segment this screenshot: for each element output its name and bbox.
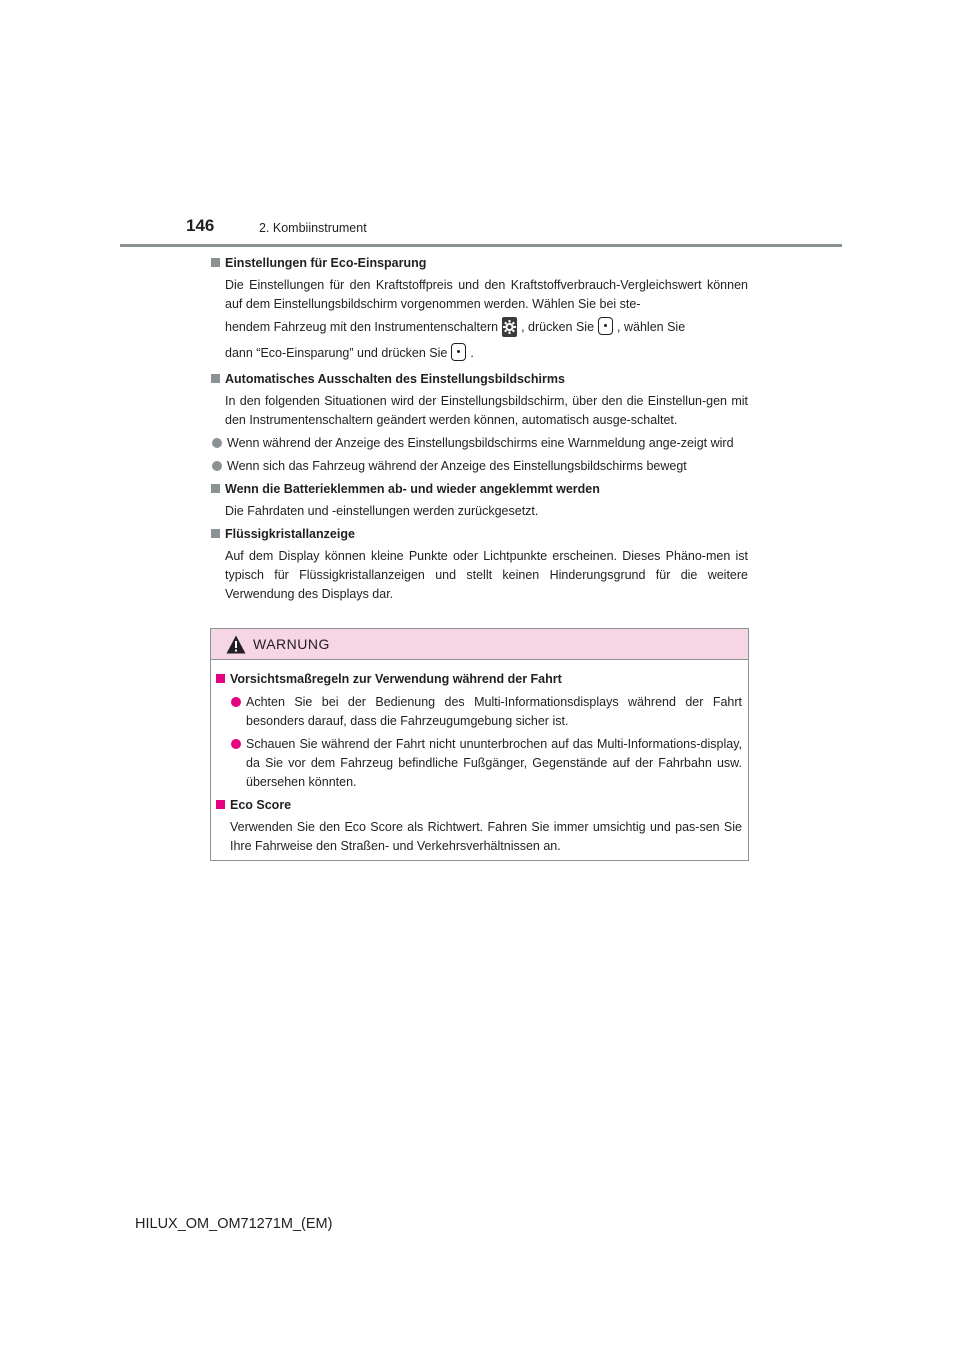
gear-icon [502, 317, 517, 337]
square-bullet-icon [211, 374, 220, 383]
section-paragraph-eco [211, 276, 748, 366]
warning-title: WARNUNG [253, 636, 330, 652]
square-bullet-icon [211, 484, 220, 493]
warning-heading-driving [216, 670, 742, 689]
paragraph-text: , drücken Sie [521, 320, 595, 334]
paragraph-text: . [470, 346, 474, 360]
paragraph-text: Die Einstellungen für den Kraftstoffpreis und den Kraftstoffverbrauch-Vergleichswert können auf dem Einstellungsbildschirm vorgenommen werden. Wählen Sie bei ste- [225, 278, 748, 311]
list-item [211, 434, 748, 453]
warning-list-item [216, 735, 742, 792]
main-content [211, 254, 748, 607]
list-item [211, 457, 748, 476]
paragraph-text: , wählen Sie [617, 320, 686, 334]
enter-button-icon [598, 317, 613, 335]
section-heading-text: Flüssigkristallanzeige [225, 527, 355, 541]
section-heading-text: Wenn die Batterieklemmen ab- und wieder angeklemmt werden [225, 482, 600, 496]
footer-document-code: HILUX_OM_OM71271M_(EM) [135, 1216, 333, 1232]
section-heading-lcd [211, 525, 748, 544]
list-item-text: Wenn während der Anzeige des Einstellungsbildschirms eine Warnmeldung ange-zeigt wird [227, 436, 734, 450]
section-paragraph-auto-off: In den folgenden Situationen wird der Einstellungsbildschirm, über den die Einstellun-gen mit den Instrumentenschaltern geändert werden können, automatisch ausge-schaltet. [225, 394, 748, 427]
section-paragraph-lcd: Auf dem Display können kleine Punkte oder Lichtpunkte erscheinen. Dieses Phäno-men ist typisch für Flüssigkristallanzeigen und stellt keinen Hinderungsgrund für die weitere Verwendung des Displays dar. [225, 549, 748, 601]
section-heading-battery [211, 480, 748, 499]
section-heading-text: Automatisches Ausschalten des Einstellungsbildschirms [225, 372, 565, 386]
page-number: 146 [186, 216, 215, 235]
paragraph-line-instruction [225, 314, 748, 340]
square-bullet-icon [216, 800, 225, 809]
enter-button-icon [451, 343, 466, 361]
square-bullet-icon [216, 674, 225, 683]
chapter-title: 2. Kombiinstrument [259, 221, 367, 235]
warning-heading-text: Vorsichtsmaßregeln zur Verwendung während der Fahrt [230, 672, 562, 686]
warning-list-item [216, 693, 742, 731]
warning-heading-eco-score [216, 796, 742, 815]
warning-list-item-text: Schauen Sie während der Fahrt nicht ununterbrochen auf das Multi-Informations-display, da Sie vor dem Fahrzeug befindliche Fußgänger, Gegenstände auf der Fahrbahn usw. übersehen könnten. [246, 737, 742, 789]
round-bullet-icon [231, 739, 241, 749]
paragraph-line-instruction-end [225, 340, 748, 366]
round-bullet-icon [212, 461, 222, 471]
header-rule [120, 244, 842, 247]
round-bullet-icon [212, 438, 222, 448]
section-heading-eco [211, 254, 748, 273]
section-paragraph-battery: Die Fahrdaten und -einstellungen werden zurückgesetzt. [225, 504, 539, 518]
warning-heading-text: Eco Score [230, 798, 292, 812]
warning-paragraph-eco-score: Verwenden Sie den Eco Score als Richtwert. Fahren Sie immer umsichtig und pas-sen Sie Ihre Fahrweise den Straßen- und Verkehrsverhältnissen an. [230, 820, 742, 853]
square-bullet-icon [211, 529, 220, 538]
square-bullet-icon [211, 258, 220, 267]
list-item-text: Wenn sich das Fahrzeug während der Anzeige des Einstellungsbildschirms bewegt [227, 459, 687, 473]
warning-triangle-icon [226, 635, 246, 654]
warning-list-item-text: Achten Sie bei der Bedienung des Multi-Informationsdisplays während der Fahrt besonders darauf, dass die Fahrzeugumgebung sicher ist. [246, 695, 742, 728]
warning-box [210, 628, 749, 861]
warning-body [211, 660, 748, 856]
paragraph-text: dann “Eco-Einsparung” und drücken Sie [225, 346, 448, 360]
round-bullet-icon [231, 697, 241, 707]
paragraph-text: hendem Fahrzeug mit den Instrumentenschaltern [225, 320, 499, 334]
section-heading-auto-off [211, 370, 748, 389]
section-heading-text: Einstellungen für Eco-Einsparung [225, 256, 427, 270]
warning-header [211, 629, 748, 660]
